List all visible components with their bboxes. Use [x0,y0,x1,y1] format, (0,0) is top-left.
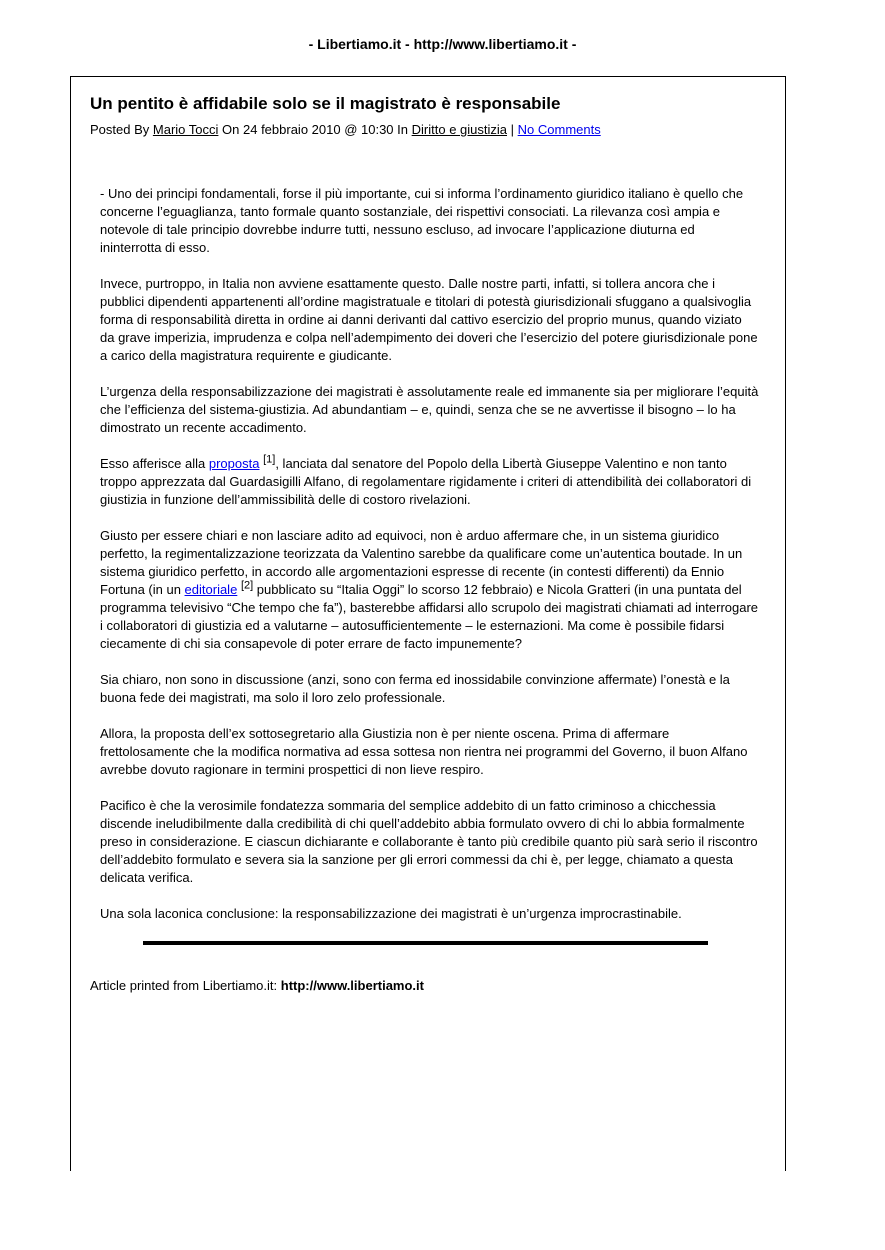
article-paragraph [100,185,759,257]
article-paragraph [100,455,759,509]
paragraph-text: Giusto per essere chiari e non lasciare adito ad equivoci, non è arduo affermare che, in un sistema giuridico perfetto, la regimentalizzazione teorizzata da Valentino sarebbe da qualificare come un’autentica boutade. In un sistema giuridico perfetto, in accordo alle argomentazioni espresse di recente (in contesti differenti) da Ennio Fortuna (in un [100,528,743,597]
article-paragraph [100,671,759,707]
paragraph-text: pubblicato su “Italia Oggi” lo scorso 12 febbraio) e Nicola Gratteri (in una puntata del programma televisivo “Che tempo che fa”), basterebbe affidarsi allo scrupolo dei magistrati chiamati ad interrogare i collaboratori di giustizia ed a valutarne – autosufficientemente – le esternazioni. Ma come è possibile fidarsi ciecamente di chi sia consapevole di poter errare de facto impunemente? [100,582,759,651]
paragraph-text: Allora, la proposta dell’ex sottosegretario alla Giustizia non è per niente oscena. Prima di affermare frettolosamente che la modifica normativa ad essa sottesa non rientra nei programmi del Governo, il buon Alfano avrebbe dovuto ragionare in termini prospettici di non lieve respiro. [100,726,748,777]
in-label: In [397,122,409,137]
paragraph-text: L’urgenza della responsabilizzazione dei magistrati è assolutamente reale ed immanente sia per migliorare l’equità che l’efficienza del sistema-giustizia. Ad abundantiam – e, quindi, senza che se ne avvertisse il bisogno – lo ha dimostrato un recente accadimento. [100,384,759,435]
inline-footnote-link[interactable]: proposta [208,456,260,471]
article-byline [90,122,761,138]
article-box [70,76,786,1171]
article-paragraph [100,797,759,887]
printed-from-line [90,978,761,994]
paragraph-text: Invece, purtroppo, in Italia non avviene esattamente questo. Dalle nostre parti, infatti, si tollera ancora che i pubblici dipendenti appartenenti all’ordine magistratuale e titolari di potestà giurisdizionali sfuggano a qualsivoglia forma di responsabilità diretta in ordine ai danni derivanti dal cattivo esercizio del proprio munus, quando viziato da grave imperizia, imprudenza e colpa nell’adempimento dei doveri che l’esercizio del potere giurisdizionale pone a carico della magistratura requirente e giudicante. [100,276,758,363]
publish-date: 24 febbraio 2010 @ 10:30 [243,122,394,137]
article-paragraph [100,383,759,437]
category-link[interactable]: Diritto e giustizia [411,122,508,137]
article-body [100,185,759,923]
paragraph-text: - Uno dei principi fondamentali, forse il più importante, cui si informa l’ordinamento giuridico italiano è quello che concerne l’eguaglianza, tanto formale quanto sostanziale, dei rispettivi consociati. La rilevanza così ampia e notevole di tale principio dovrebbe indurre tutti, nessuno escluso, ad invocare l’applicazione diuturna ed ininterrotta di esso. [100,186,744,255]
byline-separator: | [510,122,515,137]
article-title: Un pentito è affidabile solo se il magistrato è responsabile [90,94,561,113]
printed-from-label: Article printed from Libertiamo.it: [90,978,278,993]
footer-divider [143,941,708,945]
site-header: - Libertiamo.it - http://www.libertiamo.it - [308,36,577,52]
paragraph-text: Una sola laconica conclusione: la responsabilizzazione dei magistrati è un’urgenza improcrastinabile. [100,906,682,921]
article-paragraph [100,275,759,365]
author-link[interactable]: Mario Tocci [152,122,219,137]
article-paragraph [100,527,759,653]
posted-by-label: Posted By [90,122,150,137]
no-comments-link[interactable]: No Comments [517,122,601,137]
footnote-marker: [2] [240,579,254,592]
article-paragraph [100,905,759,923]
printed-from-url: http://www.libertiamo.it [280,978,424,993]
paragraph-text: Sia chiaro, non sono in discussione (anzi, sono con ferma ed inossidabile convinzione affermate) l’onestà e la buona fede dei magistrati, ma solo il loro zelo professionale. [100,672,730,705]
paragraph-text: , lanciata dal senatore del Popolo della Libertà Giuseppe Valentino e non tanto troppo apprezzata dal Guardasigilli Alfano, di regolamentare rigidamente i criteri di attendibilità dei collaboratori di giustizia in funzione dell’ammissibilità delle di costoro rivelazioni. [100,456,752,507]
footnote-marker: [1] [263,453,276,466]
on-label: On [222,122,240,137]
inline-footnote-link[interactable]: editoriale [184,582,238,597]
paragraph-text: Esso afferisce alla [100,456,209,471]
article-paragraph [100,725,759,779]
paragraph-text: Pacifico è che la verosimile fondatezza sommaria del semplice addebito di un fatto criminoso a chicchessia discende ineludibilmente dalla credibilità di chi quell’addebito abbia formulato ovvero di chi lo abbia formalmente preso in considerazione. E ciascun dichiarante e collaborante è tanto più credibile quanto più sarà serio il riscontro dell’addebito formulato e severa sia la sanzione per gli errori commessi da chi è, per legge, chiamato a questa delicata verifica. [100,798,758,885]
